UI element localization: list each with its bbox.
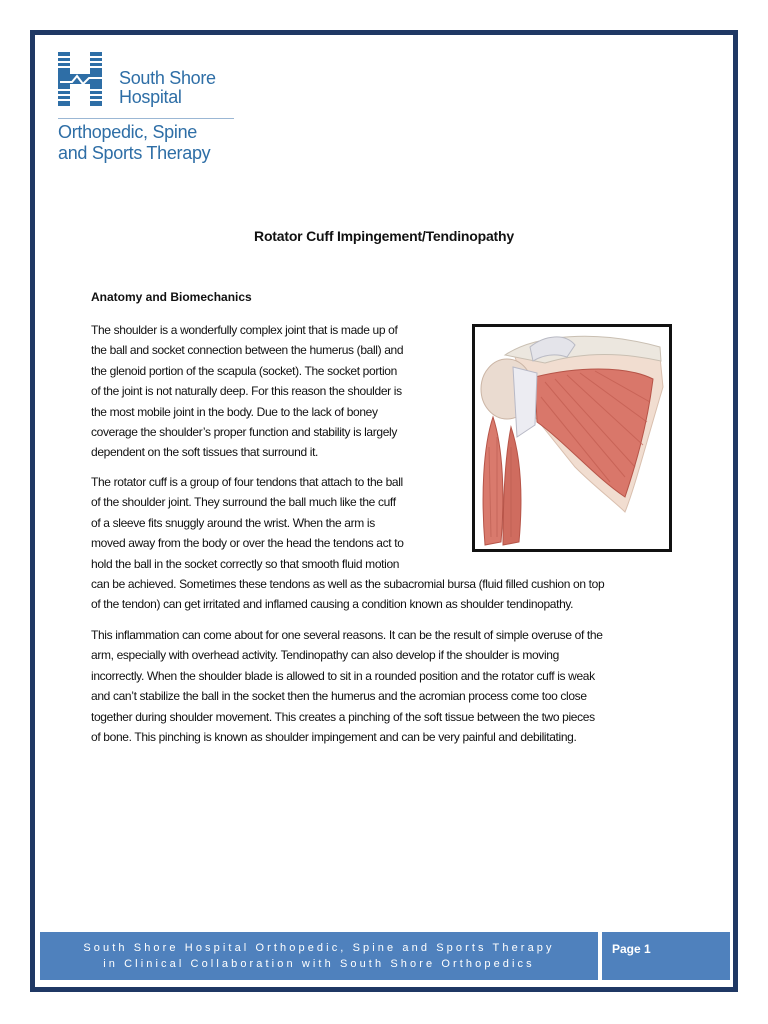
hospital-name [119,69,216,107]
text-line: The rotator cuff is a group of four tendons that attach to the ball [91,475,403,489]
text-line: dependent on the soft tissues that surround it. [91,445,319,460]
text-line: and can’t stabilize the ball in the socket then the humerus and the acromian process come too close [91,689,587,704]
section-heading: Anatomy and Biomechanics [91,290,252,304]
text-line: of bone. This pinching is known as shoulder impingement and can be very painful and debilitating. [91,730,577,745]
footer-line2: in Clinical Collaboration with South Shore Orthopedics [103,958,535,970]
text-line: coverage the shoulder’s proper function and stability is largely [91,425,398,440]
text-line: the glenoid portion of the scapula (socket). The socket portion [91,363,397,378]
document-title: Rotator Cuff Impingement/Tendinopathy [254,228,514,244]
shoulder-anatomy-image [472,324,672,552]
hospital-logo [58,52,248,172]
hospital-name-line1: South Shore [119,68,216,88]
hospital-h-logo-icon [58,52,104,106]
text-line: hold the ball in the socket correctly so that smooth fluid motion [91,556,400,571]
text-line: incorrectly. When the shoulder blade is allowed to sit in a rounded position and the rotator cuff is weak [91,668,595,683]
text-line: arm, especially with overhead activity. Tendinopathy can also develop if the shoulder is moving [91,648,559,663]
text-line: This inflammation can come about for one several reasons. It can be the result of simple overuse of the [91,628,603,642]
text-line: can be achieved. Sometimes these tendons as well as the subacromial bursa (fluid filled cushion on top [91,577,605,592]
text-line: moved away from the body or over the head the tendons act to [91,536,404,551]
footer-line1: South Shore Hospital Orthopedic, Spine and Sports Therapy [83,942,555,954]
text-line: of the joint is not naturally deep. For this reason the shoulder is [91,384,402,399]
text-line: the ball and socket connection between the humerus (ball) and [91,343,404,358]
text-line: the most mobile joint in the body. Due to the lack of boney [91,404,378,419]
department-name [58,122,210,164]
text-line: of a sleeve fits snuggly around the wrist. When the arm is [91,515,375,530]
text-line: The shoulder is a wonderfully complex joint that is made up of [91,323,398,337]
hospital-name-line2: Hospital [119,87,182,107]
page-number: Page 1 [602,932,730,980]
text-line: of the tendon) can get irritated and inflamed causing a condition known as shoulder tendinopathy. [91,597,574,612]
text-line: of the shoulder joint. They surround the ball much like the cuff [91,495,396,510]
text-line: together during shoulder movement. This creates a pinching of the soft tissue between the two pieces [91,709,595,724]
paragraph-inflammation [91,625,603,747]
paragraph-anatomy [91,320,403,463]
shoulder-anatomy-illustration [475,327,669,549]
department-name-line1: Orthopedic, Spine [58,122,197,142]
footer-banner [40,932,598,980]
logo-divider [58,118,234,119]
department-name-line2: and Sports Therapy [58,143,211,163]
